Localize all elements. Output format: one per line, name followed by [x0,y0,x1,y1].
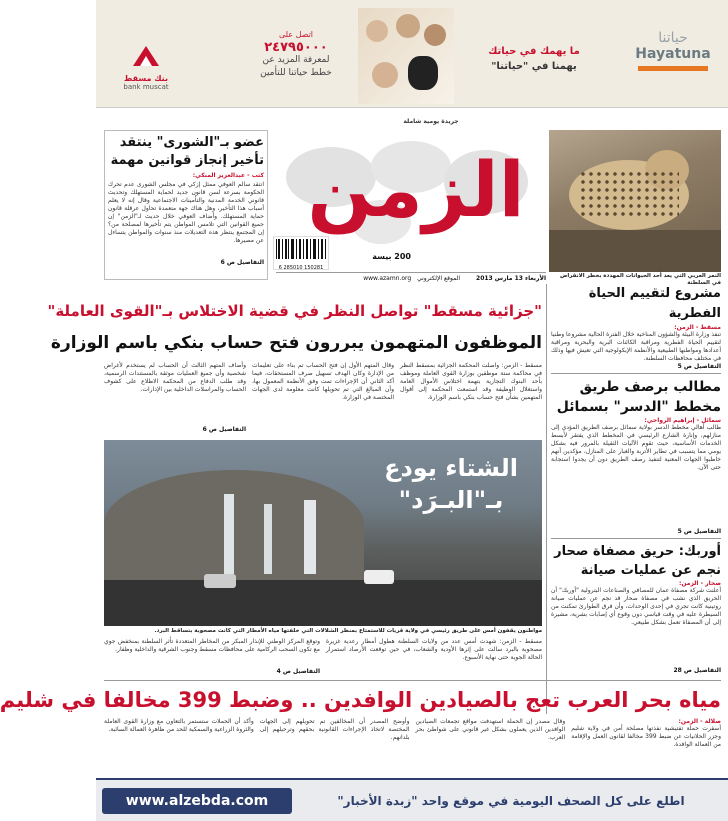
masthead-dateline [276,272,546,284]
waterfall [264,504,272,574]
bank-muscat-icon [129,42,163,70]
winter-body-col: وتوقع المركز الوطني للإنذار المبكر من المخاطر المتعددة تأثر السلطنة بمنخفض جوي مع تكون السحب الركامية على محافظات مسقط وجنوب الشرقية والداخلية وظفار. التفاصيل ص 4 [104,638,320,675]
banner-phone: ٢٤٧٩٥٠٠٠ [264,40,328,55]
orpic-byline: صحار - الزمن: [678,580,721,587]
car [364,570,394,584]
bank-name-ar: بنك مسقط [124,74,168,83]
hill [104,470,364,580]
masthead-barcode [273,236,329,270]
wildlife-byline: مسقط - الزمن: [674,324,721,331]
bottom-body-col: وأكد أن الحملات ستستمر بالتعاون مع وزارة القوى العاملة والثروة الزراعية والسمكية للحد من ظاهرة العمالة السائبة. [104,718,254,733]
orpic-body: أعلنت شركة مصفاة عمان للمصافي والصناعات البترولية "أوربك" أن الحريق الذي نشب في مصفاة صحار قد نجم عن عمليات صيانة روتينية كانت تجري في إحدى الوحدات، وأن فرق الطوارئ تمكنت من السيطرة عليه في وقت قياسي دون وقوع أي إصابات بشرية، مشيرة إلى أن المصفاة تعمل بشكل طبيعي. [551,587,721,626]
masthead-site-label: الموقع الإلكتروني [417,275,461,282]
masthead [271,116,541,284]
wildlife-title: مشروع لتقييم الحياة الفطرية [588,286,721,321]
winter-body-col: مسقط - الزمن: شهدت أمس عدد من ولايات السلطنة هطول أمطار رعدية غزيرة مصحوبة بالبرد سالت على إثرها الأودية والشعاب، في حين توقعت الأرصاد استمرار الحالة الجوية حتى نهاية الأسبوع. [326,638,542,661]
shura-box [104,130,268,280]
bottom-headline: مياه بحر العرب تعج بالصيادين الوافدين .. وضبط 399 مخالفا في شليم [0,688,721,712]
footer-url[interactable]: www.alzebda.com [102,788,292,814]
hayatuna-underline [638,66,708,71]
shura-details[interactable]: التفاصيل ص 6 [220,259,264,266]
bank-muscat-logo [116,42,176,102]
road-byline: سمائل - إبراهيم الرواحي: [644,417,721,424]
winter-title [366,452,536,516]
shura-title-1: عضو بـ"الشورى" ينتقد [119,135,264,150]
bottom-body-col: وأوضح المصدر أن المخالفين تم تحويلهم إلى الجهات المختصة لاتخاذ الإجراءات القانونية بحقهم وترحيلهم إلى بلدانهم. [259,718,410,741]
road-title-1: مطالب برصف طريق [579,379,721,395]
hayatuna-brand-ar: حياتنا [658,30,688,46]
masthead-price: 200 بيسة [372,252,411,261]
hayatuna-logo [628,30,718,100]
winter-caption: مواطنون يقفون أمس على طريق رئيسي في ولاية قريات للاستمتاع بمنظر الشلالات التي خلفتها مياه الأمطار التي كانت مصحوبة بتساقط البرد. [154,628,542,634]
orpic-title-1: أوربك: حريق مصفاة صحار [554,544,721,559]
footer-cta: اطلع على كل الصحف اليومية في موقع واحد "زبدة الأخبار" [337,794,685,808]
leopard-photo [549,130,721,272]
winter-title-2: بـ"البـرَد" [398,486,504,514]
banner-ad[interactable] [96,0,728,108]
shura-byline: كتب - عبدالعزيز المنكي: [192,172,264,179]
masthead-date: الأربعاء 13 مارس 2013 [476,275,546,282]
shura-title-2: تأخير إنجاز قوانين مهمة [110,153,264,168]
divider [551,373,721,374]
orpic-title-2: نجم عن عمليات صيانة [580,563,721,578]
car [204,574,236,588]
bottom-rule [104,680,721,681]
main-kicker: "جزائية مسقط" تواصل النظر في قضية الاختلاس بـ"القوى العاملة" [47,302,542,320]
main-body [104,362,542,438]
column-rule [546,284,547,714]
orpic-details[interactable]: التفاصيل ص 28 [673,667,721,674]
road-title-2: مخطط "الدسر" بسمائل [556,399,721,415]
main-body-col: وأضاف المتهم الثالث أن الحساب لم يستخدم لأغراض شخصية وأن جميع العمليات موثقة بالمستندات الرسمية، وقد طلب الدفاع من المحكمة الاطلاع على كشوف الحساب والمراسلات الداخلية بين الإدارات. التفاصيل ص 6 [104,362,246,433]
banner-call-text: اتصل على ٢٤٧٩٥٠٠٠ لمعرفة المزيد عن خطط حياتنا للتأمين [246,28,346,80]
shura-body: انتقد سالم العوفي ممثل إزكي في مجلس الشورى عدم تحرك الحكومة بسرعة لسن قانون جديد لحماية المستهلك وتحديث قانوني الخدمة المدنية والتأمينات الاجتماعية وقال إنه لا يعلم أسباب هذا التأخير، وهل هناك جهة متعمدة تحاول عرقلة قانون حماية المستهلك. وأضاف العوفي خلال حديث لـ"الزمن" إن جميع القوانين التي تلامس المواطن يتم تأخيرها لمصلحة من؟ إن المجتمع ينتظر هذه التعديلات منذ سنوات والمواطن يتساءل عن مصيرها. [108,181,264,244]
waterfall [304,500,316,574]
waterfall [224,494,234,574]
masthead-tag: جريدة يومية شاملة [403,118,459,125]
road [104,580,542,626]
winter-title-1: الشتاء يودع [384,454,518,482]
bottom-body [104,718,721,774]
winter-details[interactable]: التفاصيل ص 4 [276,668,320,675]
banner-family-photo [358,8,454,104]
main-body-col: وقال المتهم الأول إن فتح الحساب تم بناء على تعليمات من الإدارة وكان الهدف تسهيل صرف المستحقات، فيما أكد الثاني أن الإجراءات تمت وفق الأنظمة المعمول بها، وأن المبالغ التي تم تحويلها كانت معلومة لدى الجهات المختصة في الوزارة. [252,362,394,401]
hayatuna-brand-en: Hayatuna [635,46,711,62]
winter-body [104,638,542,676]
leopard-caption: النمر العربي التي يعد أحد الحيوانات المهددة بخطر الانقراض في السلطنة [559,273,721,286]
bottom-byline: صلالة - الزمن: [678,718,721,725]
divider [551,538,721,539]
road-details[interactable]: التفاصيل ص 5 [677,528,721,535]
banner-slogan: ما يهمك في حياتك يهمنا في "حياتنا" [488,46,580,72]
masthead-logo: الزمن [307,145,525,234]
footer-banner[interactable] [96,778,728,821]
barcode-icon [274,237,328,261]
masthead-site[interactable]: www.azamn.org [363,275,412,282]
barcode-number: 6 285010 150281 [278,265,324,271]
road-body: طالب أهالي مخطط الدسر بولاية سمائل برصف الطريق المؤدي إلى منازلهم، وإنارة الشارع الرئيسي في المخطط الذي يفتقر لأبسط الخدمات الأساسية، حيث تقوم الآليات الثقيلة بالمرور فيه بشكل يومي مما يتسبب في تطاير الأتربة والغبار على المنازل، مؤكدين أنهم خاطبوا الجهات المعنية لتنفيذ رصف الطريق دون أن يجدوا استجابة حتى الآن. [551,424,721,471]
bottom-body-col: وقال مصدر إن الحملة استهدفت مواقع تجمعات الصيادين الوافدين الذين يعملون بشكل غير قانوني على شواطئ بحر العرب. [415,718,566,741]
bottom-body-col: صلالة - الزمن: أسفرت حملة تفتيشية نفذتها مصلحة أمن في ولاية شليم وجزر الحلانيات عن ضبط 399 مخالفا لقانون العمل والإقامة من العمالة الوافدة. [571,718,721,748]
wildlife-body: تنفذ وزارة البيئة والشؤون المناخية خلال الفترة الحالية مشروعا وطنيا لتقييم الحياة الفطرية ومراقبة الكائنات البرية والبحرية ومراقبة أعدادها ومواطنها الطبيعية والأنظمة الإيكولوجية التي تعيش فيها وذلك في مختلف محافظات السلطنة. [551,331,721,362]
main-details[interactable]: التفاصيل ص 6 [202,426,246,433]
right-column [551,284,721,716]
wildlife-details[interactable]: التفاصيل ص 5 [677,363,721,370]
main-body-col: مسقط - الزمن: واصلت المحكمة الجزائية بمسقط النظر في محاكمة ستة موظفين بوزارة القوى العاملة وموظف بأحد البنوك التجارية بتهمة اختلاس الأموال العامة واستغلال الوظيفة وقد استمعت المحكمة إلى أقوال المتهمين بشأن فتح حساب بنكي باسم الوزارة. [400,362,542,401]
bank-name-en: bank muscat [123,83,169,91]
main-headline: الموظفون المتهمون يبررون فتح حساب بنكي باسم الوزارة [50,333,542,353]
